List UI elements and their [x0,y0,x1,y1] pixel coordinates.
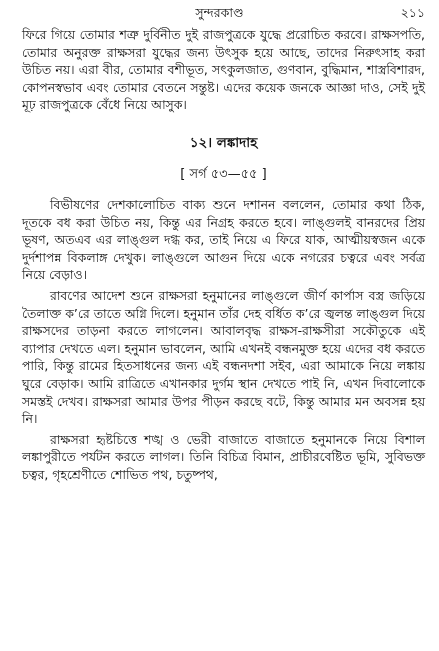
paragraph-2: রাবণের আদেশ শুনে রাক্ষসরা হনুমানের লাঙ্গুলে জীর্ণ কার্পাস বস্ত্র জড়িয়ে তৈলাক্ত ক’রে তাতে অগ্নি দিলে। হনুমান তাঁর দেহ বর্ধিত ক’রে জ্বলন্ত লাঙ্গুল দিয়ে রাক্ষসদের তাড়না করতে লাগলেন। আবালবৃদ্ধ রাক্ষস-রাক্ষসীরা সকৌতুকে এই ব্যাপার দেখতে এল। হনুমান ভাবলেন, আমি এখনই বন্ধনমুক্ত হয়ে এদের বধ করতে পারি, কিন্তু রামের হিতসাধনের জন্য এই বন্ধনদশা সইব, এরা আমাকে নিয়ে লঙ্কায় ঘুরে বেড়াক। আমি রাত্রিতে এখানকার দুর্গম স্থান দেখতে পাই নি, এখন দিবালোকে সমস্তই দেখব। রাক্ষসরা আমার উপর পীড়ন করছে বটে, কিন্তু আমার মন অবসন্ন হয় নি। [22,287,425,427]
sarga-label: [ সর্গ ৫৩—৫৫ ] [180,166,267,182]
intro-paragraph: ফিরে গিয়ে তোমার শত্রু দুর্বিনীত দুই রাজপুত্রকে যুদ্ধে প্ররোচিত করবে। রাক্ষসপতি, তোমার অনুরক্ত রাক্ষসরা যুদ্ধের জন্য উৎসুক হয়ে আছে, তাদের নিরুৎসাহ করা উচিত নয়। এরা বীর, তোমার বশীভূত, সৎকুলজাত, গুণবান, বুদ্ধিমান, শাস্ত্রবিশারদ, কোপনস্বভাব এবং তোমার বেতনে সন্তুষ্ট। এদের কয়েক জনকে আজ্ঞা দাও, সেই দুই মূঢ় রাজপুত্রকে বেঁধে নিয়ে আসুক। [22,27,425,113]
running-head: সুন্দরকাণ্ড [195,5,244,20]
body-text [22,26,425,483]
chapter-title: ১২। লঙ্কাদাহ [189,134,258,151]
paragraph-3: রাক্ষসরা হৃষ্টচিত্তে শঙ্খ ও ভেরী বাজাতে বাজাতে হনুমানকে নিয়ে বিশাল লঙ্কাপুরীতে পর্যটন করতে লাগল। তিনি বিচিত্র বিমান, প্রাচীরবেষ্টিত ভূমি, সুবিভক্ত চত্বর, গৃহশ্রেণীতে শোভিত পথ, চতুষ্পথ, [22,431,425,482]
page-number: ২১১ [400,5,425,20]
page-header [0,4,439,22]
paragraph-1: বিভীষণের দেশকালোচিত বাক্য শুনে দশানন বললেন, তোমার কথা ঠিক, দূতকে বধ করা উচিত নয়, কিন্তু এর নিগ্রহ করতে হবে। লাঙ্গুলই বানরদের প্রিয় ভূষণ, অতএব এর লাঙ্গুল দগ্ধ কর, তাই নিয়ে এ ফিরে যাক, আত্মীয়স্বজন একে দুর্দশাপন্ন বিকলাঙ্গ দেখুক। লাঙ্গুলে আগুন দিয়ে একে নগরের চত্বরে এবং সর্বত্র নিয়ে বেড়াও। [22,196,425,283]
